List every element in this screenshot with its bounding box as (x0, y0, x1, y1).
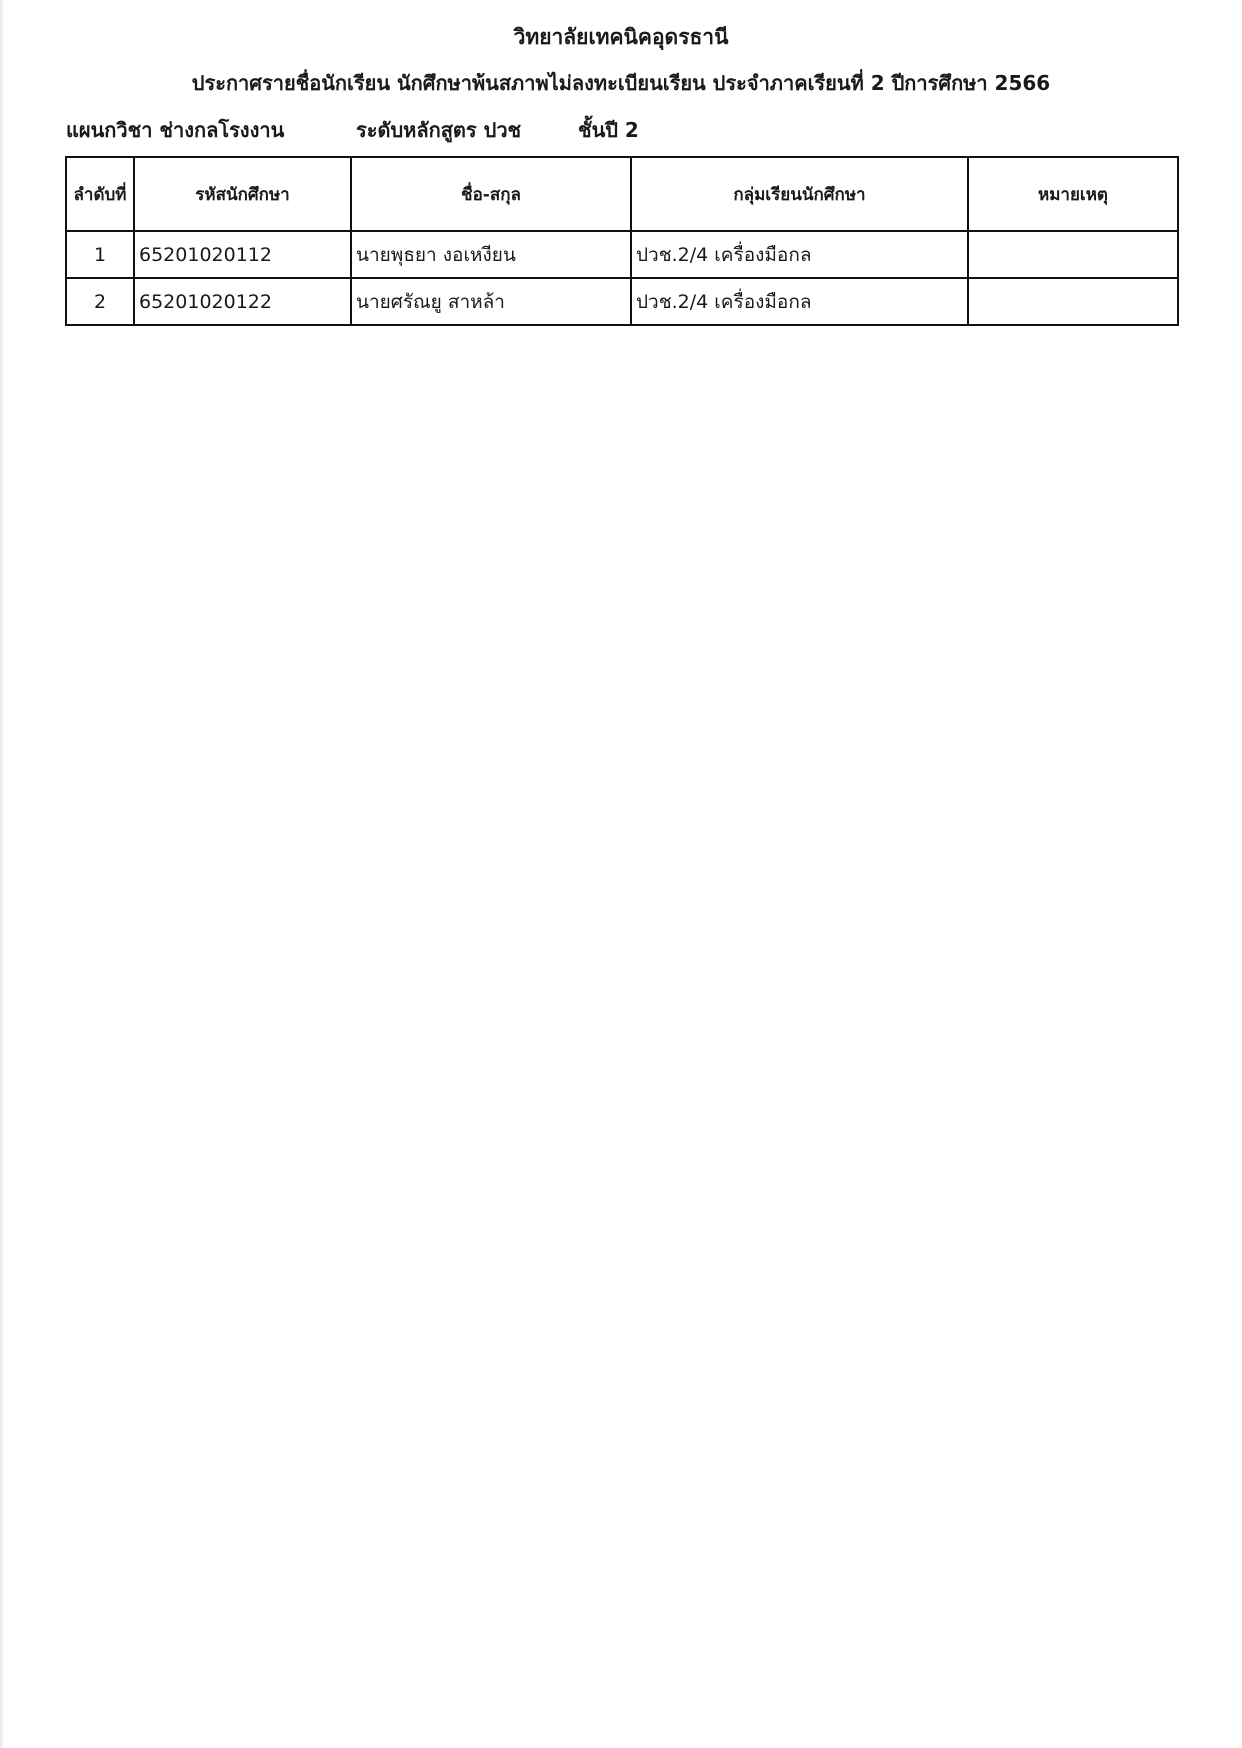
institution-title: วิทยาลัยเทคนิคอุดรธานี (513, 25, 729, 49)
column-header-order: ลำดับที่ (66, 157, 134, 231)
row-name: นายศรัณยู สาหล้า (351, 278, 631, 325)
announcement-title: ประกาศรายชื่อนักเรียน นักศึกษาพ้นสภาพไม่ลงทะเบียนเรียน ประจำภาคเรียนที่ 2 ปีการศึกษา 2566 (191, 71, 1051, 95)
row-student-id: 65201020122 (134, 278, 351, 325)
scan-edge-shadow (0, 0, 4, 1748)
department-label: แผนกวิชา ช่างกลโรงงาน (66, 118, 285, 142)
row-student-id: 65201020112 (134, 231, 351, 278)
table-row (66, 278, 1178, 325)
level-label: ระดับหลักสูตร ปวช (356, 118, 522, 142)
row-order: 2 (66, 278, 134, 325)
column-header-note: หมายเหตุ (968, 157, 1178, 231)
row-order: 1 (66, 231, 134, 278)
row-note (968, 278, 1178, 325)
year-label: ชั้นปี 2 (578, 118, 639, 142)
table-header-row (66, 157, 1178, 231)
row-group: ปวช.2/4 เครื่องมือกล (631, 278, 968, 325)
row-note (968, 231, 1178, 278)
column-header-student-id: รหัสนักศึกษา (134, 157, 351, 231)
student-roster-table (65, 156, 1179, 326)
column-header-group: กลุ่มเรียนนักศึกษา (631, 157, 968, 231)
table-row (66, 231, 1178, 278)
row-group: ปวช.2/4 เครื่องมือกล (631, 231, 968, 278)
row-name: นายพุธยา งอเหงียน (351, 231, 631, 278)
column-header-name: ชื่อ-สกุล (351, 157, 631, 231)
